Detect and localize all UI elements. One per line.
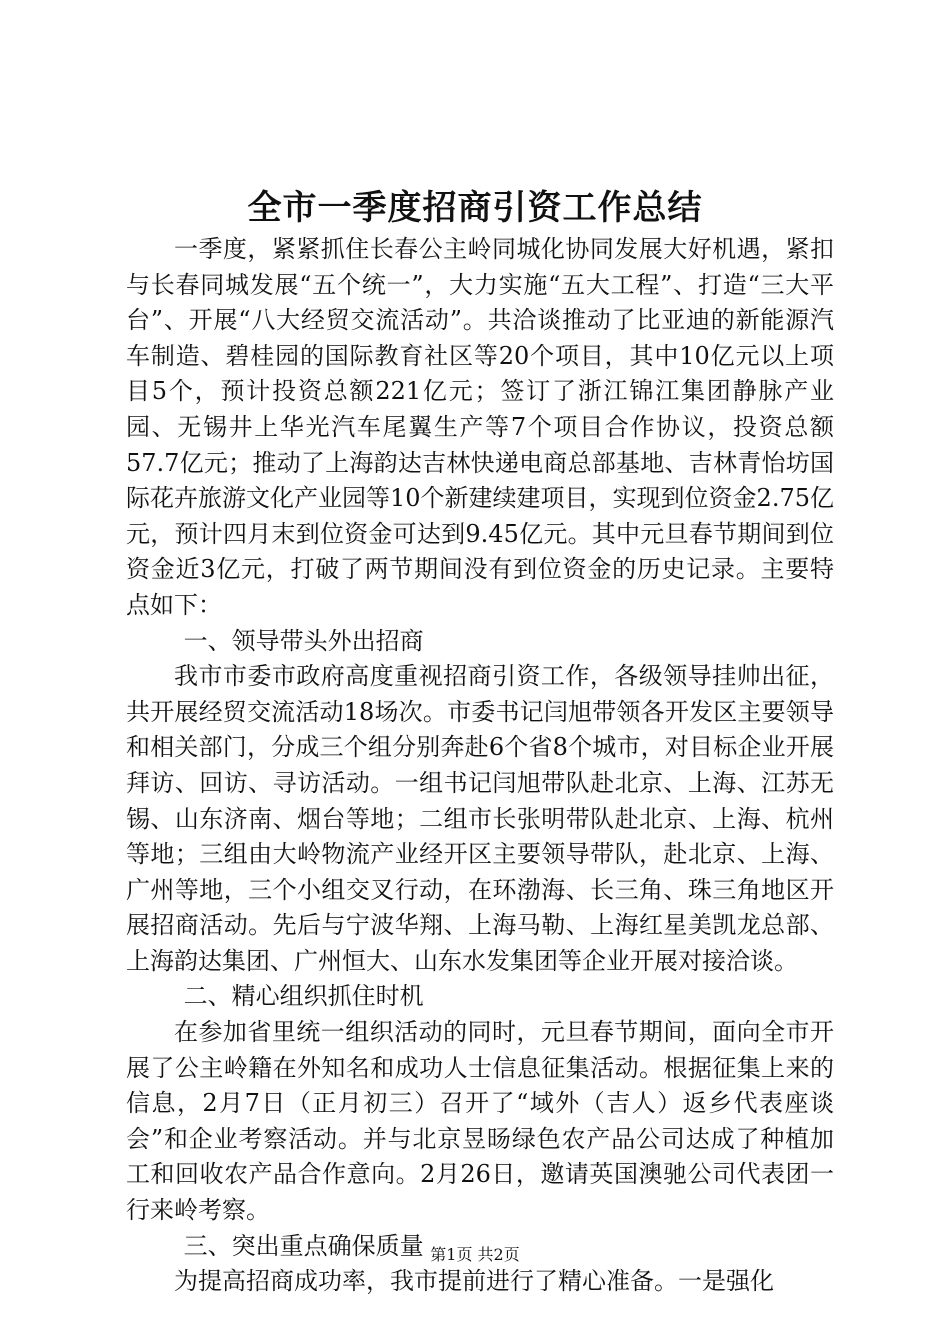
section-heading-3: 三、突出重点确保质量 [183,1231,424,1260]
paragraph-section-1: 我市市委市政府高度重视招商引资工作，各级领导挂帅出征，共开展经贸交流活动18场次。市委书记闫旭带领各开发区主要领导和相关部门，分成三个组分别奔赴6个省8个城市，对目标企业开展拜访、回访、寻访活动。一组书记闫旭带队赴北京、上海、江苏无锡、山东济南、烟台等地；二组市长张明带队赴北京、上海、杭州等地；三组由大岭物流产业经开区主要领导带队，赴北京、上海、广州等地，三个小组交叉行动，在环渤海、长三角、珠三角地区开展招商活动。先后与宁波华翔、上海马勒、上海红星美凯龙总部、上海韵达集团、广州恒大、山东水发集团等企业开展对接洽谈。 [126,662,834,975]
document-title: 全市一季度招商引资工作总结 [247,188,703,228]
section-heading-2: 二、精心组织抓住时机 [183,982,424,1011]
paragraph-intro: 一季度，紧紧抓住长春公主岭同城化协同发展大好机遇，紧扣与长春同城发展“五个统一”，大力实施“五大工程”、打造“三大平台”、开展“八大经贸交流活动”。共洽谈推动了比亚迪的新能源汽车制造、碧桂园的国际教育社区等20个项目，其中10亿元以上项目5个，预计投资总额221亿元；签订了浙江锦江集团静脉产业园、无锡井上华光汽车尾翼生产等7个项目合作协议，投资总额57.7亿元；推动了上海韵达吉林快递电商总部基地、吉林青怡坊国际花卉旅游文化产业园等10个新建续建项目，实现到位资金2.75亿元，预计四月末到位资金可达到9.45亿元。其中元旦春节期间到位资金近3亿元，打破了两节期间没有到位资金的历史记录。主要特点如下： [126,235,834,619]
paragraph-section-3: 为提高招商成功率，我市提前进行了精心准备。一是强化 [174,1267,774,1296]
document-body [126,232,834,1300]
page-footer: 第1页 共2页 [430,1245,520,1264]
section-heading-1: 一、领导带头外出招商 [183,626,424,655]
paragraph-section-2: 在参加省里统一组织活动的同时，元旦春节期间，面向全市开展了公主岭籍在外知名和成功人士信息征集活动。根据征集上来的信息，2月7日（正月初三）召开了“域外（吉人）返乡代表座谈会”和企业考察活动。并与北京昱旸绿色农产品公司达成了种植加工和回收农产品合作意向。2月26日，邀请英国澳驰公司代表团一行来岭考察。 [126,1018,834,1225]
